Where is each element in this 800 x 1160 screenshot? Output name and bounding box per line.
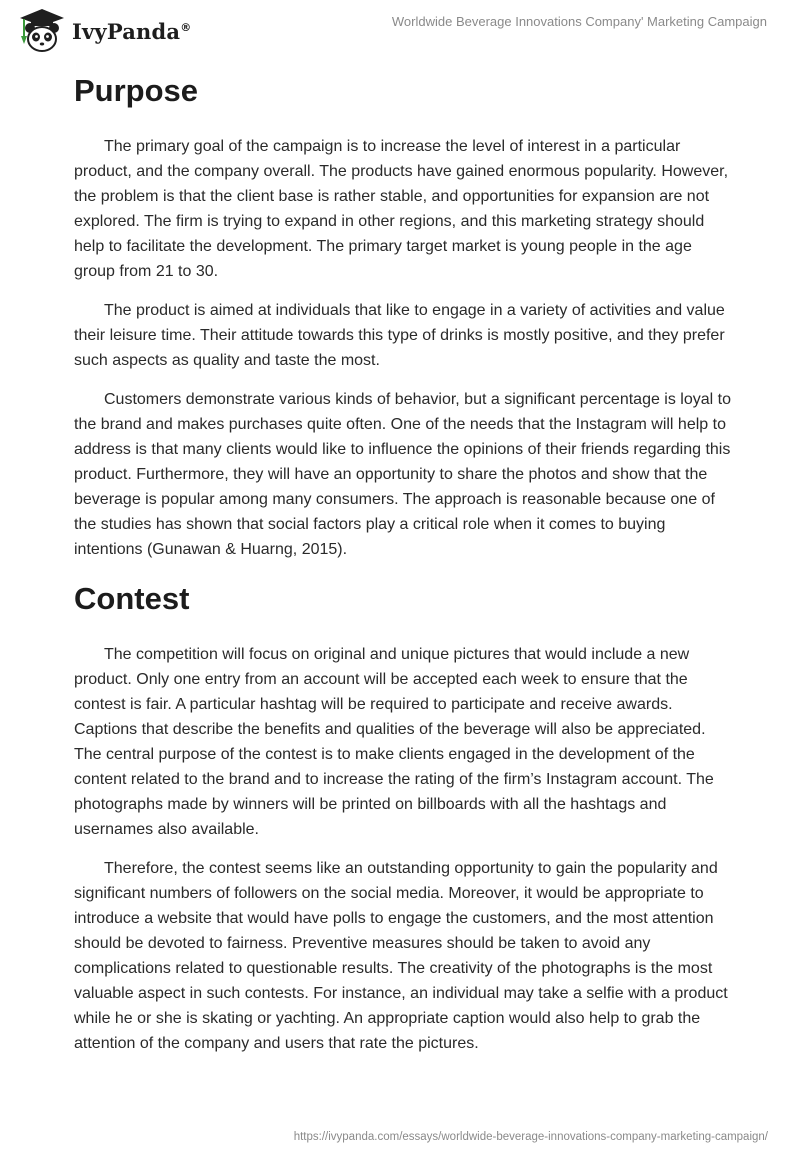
registered-mark: ® bbox=[180, 20, 192, 34]
paragraph: The primary goal of the campaign is to increase the level of interest in a particular product, and the company overall. The products have gained enormous popularity. However, the problem is that the client base is rather stable, and opportunities for expansion are not explored. The firm is trying to expand in other regions, and this marketing strategy should help to facilitate the development. The primary target market is young people in the age group from 21 to 30. bbox=[74, 138, 729, 280]
essay-body bbox=[74, 68, 734, 1056]
paragraph: Customers demonstrate various kinds of behavior, but a significant percentage is loyal to the brand and makes purchases quite often. One of the needs that the Instagram will help to address is that many clients would like to influence the opinions of their friends regarding this product. Furthermore, they will have an opportunity to share the photos and show that the beverage is popular among many consumers. The approach is reasonable because one of the studies has shown that social factors play a critical role when it comes to buying intentions (Gunawan & Huarng, 2015). bbox=[74, 391, 731, 558]
section-heading-contest: Contest bbox=[74, 581, 190, 616]
source-url[interactable]: https://ivypanda.com/essays/worldwide-beverage-innovations-company-marketing-campaign/ bbox=[293, 1131, 768, 1143]
paragraph: Therefore, the contest seems like an outstanding opportunity to gain the popularity and significant numbers of followers on the social media. Moreover, it would be appropriate to introduce a website that would have polls to engage the customers, and the most attention should be devoted to fairness. Preventive measures should be taken to avoid any complications related to questionable results. The creativity of the photographs is the most valuable aspect in such contests. For instance, an individual may take a selfie with a product while he or she is skating or yachting. An appropriate caption would also help to grab the attention of the company and users that rate the pictures. bbox=[74, 860, 728, 1052]
paragraph: The product is aimed at individuals that like to engage in a variety of activities and value their leisure time. Their attitude towards this type of drinks is mostly positive, and they prefer such aspects as quality and taste the most. bbox=[74, 302, 725, 369]
page-header bbox=[0, 0, 800, 60]
document-title: Worldwide Beverage Innovations Company' Marketing Campaign bbox=[391, 14, 767, 29]
panda-graduate-icon bbox=[12, 6, 68, 56]
ivypanda-logo[interactable] bbox=[12, 6, 191, 56]
paragraph: The competition will focus on original and unique pictures that would include a new product. Only one entry from an account will be accepted each week to ensure that the contest is fair. A particular hashtag will be required to participate and receive awards. Captions that describe the benefits and qualities of the beverage will also be appreciated. The central purpose of the contest is to make clients engaged in the development of the content related to the brand and to increase the rating of the firm’s Instagram account. The photographs made by winners will be printed on billboards with all the hashtags and usernames also available. bbox=[74, 646, 714, 838]
brand-name: IvyPanda® bbox=[72, 18, 192, 44]
section-heading-purpose: Purpose bbox=[74, 73, 199, 108]
